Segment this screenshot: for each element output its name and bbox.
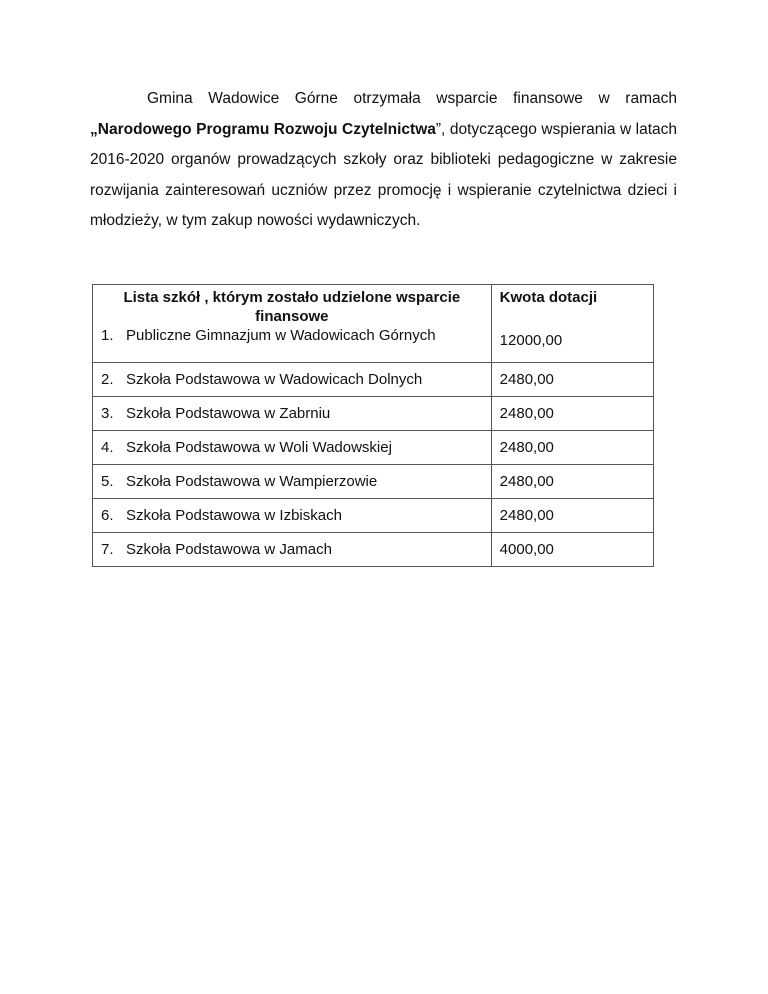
header-name: Lista szkół , którym zostało udzielone wsparcie finansowe [123, 289, 461, 325]
table-row [93, 397, 654, 431]
table-row [93, 465, 654, 499]
table-header-row [93, 285, 654, 363]
school-name: 7. Szkoła Podstawowa w Jamach [93, 533, 492, 567]
grant-amount: 2480,00 [491, 363, 653, 397]
table-row-1-amount: 12000,00 [499, 332, 563, 349]
table-row [93, 431, 654, 465]
grants-table [92, 284, 654, 567]
header-name-cell [93, 285, 492, 363]
table-row [93, 499, 654, 533]
table-row-1-name: 1. Publiczne Gimnazjum w Wadowicach Górnych [101, 327, 436, 344]
school-name: 3. Szkoła Podstawowa w Zabrniu [93, 397, 492, 431]
grant-amount: 2480,00 [491, 499, 653, 533]
intro-text-after: ”, dotyczącego wspierania w latach 2016-2020 organów prowadzących szkoły oraz biblioteki pedagogiczne w zakresie rozwijania zainteresowań uczniów przez promocję i wspieranie czytelnictwa dzieci i młodzieży, w tym zakup nowości wydawniczych. [90, 120, 677, 229]
grant-amount: 4000,00 [491, 533, 653, 567]
header-amount-cell [491, 285, 653, 363]
school-name: 6. Szkoła Podstawowa w Izbiskach [93, 499, 492, 533]
table-row [93, 363, 654, 397]
intro-paragraph [90, 84, 677, 237]
intro-text-before: Gmina Wadowice Górne otrzymała wsparcie finansowe w ramach [147, 90, 677, 107]
school-name: 2. Szkoła Podstawowa w Wadowicach Dolnych [93, 363, 492, 397]
table-row [93, 533, 654, 567]
header-amount: Kwota dotacji [499, 289, 598, 306]
grant-amount: 2480,00 [491, 397, 653, 431]
grant-amount: 2480,00 [491, 465, 653, 499]
grant-amount: 2480,00 [491, 431, 653, 465]
school-name: 4. Szkoła Podstawowa w Woli Wadowskiej [93, 431, 492, 465]
program-name: „Narodowego Programu Rozwoju Czytelnictwa [90, 120, 436, 138]
school-name: 5. Szkoła Podstawowa w Wampierzowie [93, 465, 492, 499]
